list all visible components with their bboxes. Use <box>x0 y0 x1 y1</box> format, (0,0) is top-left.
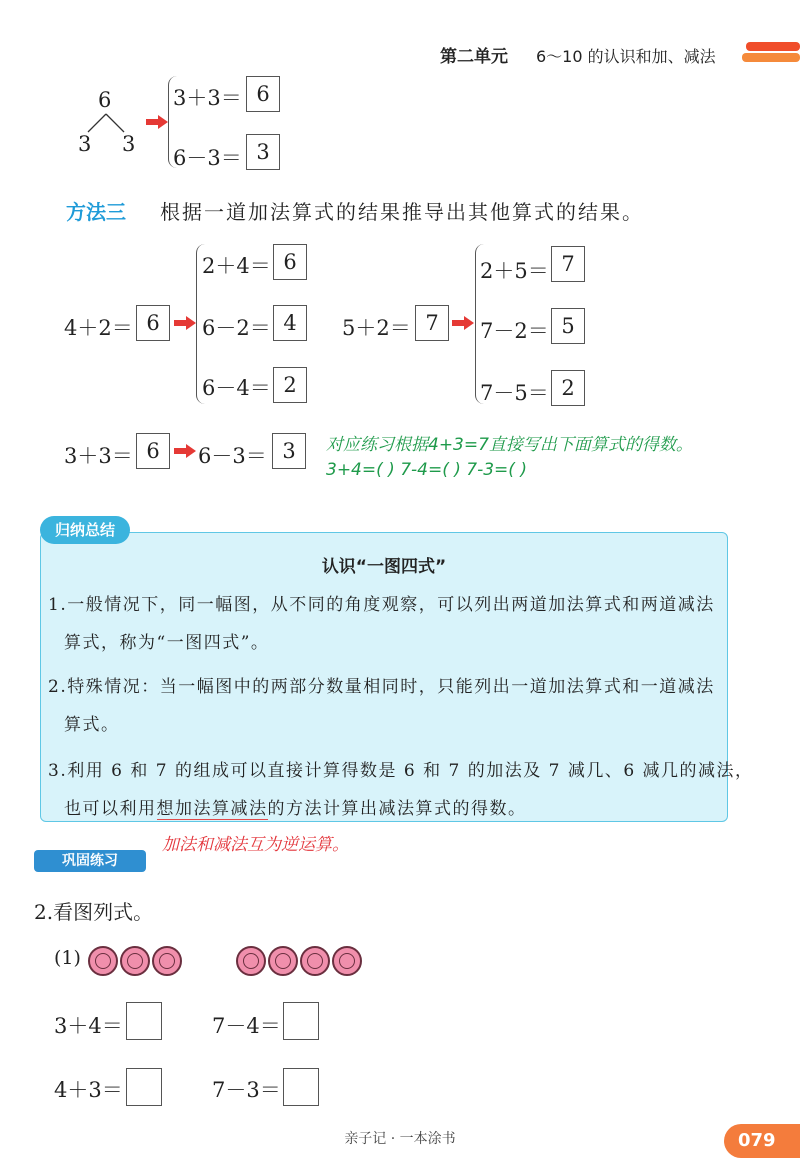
red-handwritten-note: 加法和减法互为逆运算。 <box>162 835 349 855</box>
answer-box: 3 <box>246 134 280 170</box>
summary-point-3b-post: 的方法计算出减法算式的得数。 <box>267 799 527 819</box>
sub-question-label: (1) <box>54 947 81 969</box>
question-title: 2.看图列式。 <box>34 900 154 924</box>
summary-point-3a: 3.利用 6 和 7 的组成可以直接计算得数是 6 和 7 的加法及 7 减几、6 减几的减法， <box>48 761 754 781</box>
summary-point-1a: 1.一般情况下，同一幅图，从不同的角度观察，可以列出两道加法算式和两道减法 <box>48 595 715 615</box>
group1-eq1-expr: 2＋4＝ <box>202 254 271 278</box>
red-arrow-icon <box>452 316 474 330</box>
summary-point-3b <box>64 794 527 819</box>
summary-point-1b: 算式，称为“一图四式”。 <box>64 633 270 653</box>
answer-input-box[interactable] <box>283 1002 319 1040</box>
answer-box: 4 <box>273 305 307 341</box>
group2-eq1-expr: 2＋5＝ <box>480 259 549 283</box>
row3-expr1: 3＋3＝ <box>64 444 133 468</box>
answer-box: 6 <box>246 76 280 112</box>
summary-heading: 认识“一图四式” <box>321 557 447 577</box>
practice-eq-2: 7－4＝ <box>212 1014 281 1038</box>
practice-tag: 巩固练习 <box>34 850 146 872</box>
group2-eq2-expr: 7－2＝ <box>480 319 549 343</box>
button-icon <box>268 946 298 976</box>
answer-input-box[interactable] <box>126 1002 162 1040</box>
red-arrow-icon <box>174 316 196 330</box>
decomp-branch-lines <box>84 112 128 134</box>
answer-box: 6 <box>273 244 307 280</box>
answer-box: 6 <box>136 433 170 469</box>
group1-eq2-expr: 6－2＝ <box>202 316 271 340</box>
summary-point-2a: 2.特殊情况：当一幅图中的两部分数量相同时，只能列出一道加法算式和一道减法 <box>48 677 715 697</box>
summary-point-3b-highlight: 想加法算减法 <box>156 799 268 819</box>
practice-eq-3: 4＋3＝ <box>54 1078 123 1102</box>
answer-input-box[interactable] <box>283 1068 319 1106</box>
decomp-top-number: 6 <box>98 88 112 112</box>
button-icon <box>120 946 150 976</box>
group2-eq3-expr: 7－5＝ <box>480 381 549 405</box>
answer-box: 2 <box>273 367 307 403</box>
answer-box: 2 <box>551 370 585 406</box>
decomp-eq2-expr: 6－3＝ <box>173 146 242 170</box>
button-icon <box>332 946 362 976</box>
summary-point-3b-pre: 也可以利用 <box>64 799 157 819</box>
chapter-title: 6～10 的认识和加、减法 <box>536 47 716 66</box>
group1-base-expr: 4＋2＝ <box>64 316 133 340</box>
red-arrow-icon <box>146 115 168 129</box>
red-arrow-icon <box>174 444 196 458</box>
answer-box: 6 <box>136 305 170 341</box>
answer-box: 7 <box>415 305 449 341</box>
header-stripe-decoration <box>742 40 800 64</box>
handwritten-exercise-note: 对应练习根据4+3=7直接写出下面算式的得数。 <box>326 435 693 455</box>
button-icon <box>236 946 266 976</box>
row3-expr2: 6－3＝ <box>198 444 267 468</box>
method-label: 方法三 <box>66 200 126 224</box>
answer-box: 3 <box>272 433 306 469</box>
unit-label: 第二单元 <box>440 47 508 67</box>
summary-tag: 归纳总结 <box>40 516 130 544</box>
button-icon <box>88 946 118 976</box>
decomp-left-number: 3 <box>78 132 92 156</box>
summary-point-2b: 算式。 <box>64 715 120 735</box>
answer-box: 7 <box>551 246 585 282</box>
answer-box: 5 <box>551 308 585 344</box>
button-icon <box>152 946 182 976</box>
method-description: 根据一道加法算式的结果推导出其他算式的结果。 <box>160 200 644 224</box>
group2-base-expr: 5＋2＝ <box>342 316 411 340</box>
footer-brand: 亲子记 · 一本涂书 <box>344 1131 456 1147</box>
practice-eq-4: 7－3＝ <box>212 1078 281 1102</box>
decomp-eq1-expr: 3＋3＝ <box>173 86 242 110</box>
practice-eq-1: 3＋4＝ <box>54 1014 123 1038</box>
button-icon <box>300 946 330 976</box>
page-number-badge: 079 <box>724 1124 800 1158</box>
decomp-right-number: 3 <box>122 132 136 156</box>
answer-input-box[interactable] <box>126 1068 162 1106</box>
handwritten-exercise-equations: 3+4=( ) 7-4=( ) 7-3=( ) <box>326 460 527 480</box>
group1-eq3-expr: 6－4＝ <box>202 376 271 400</box>
